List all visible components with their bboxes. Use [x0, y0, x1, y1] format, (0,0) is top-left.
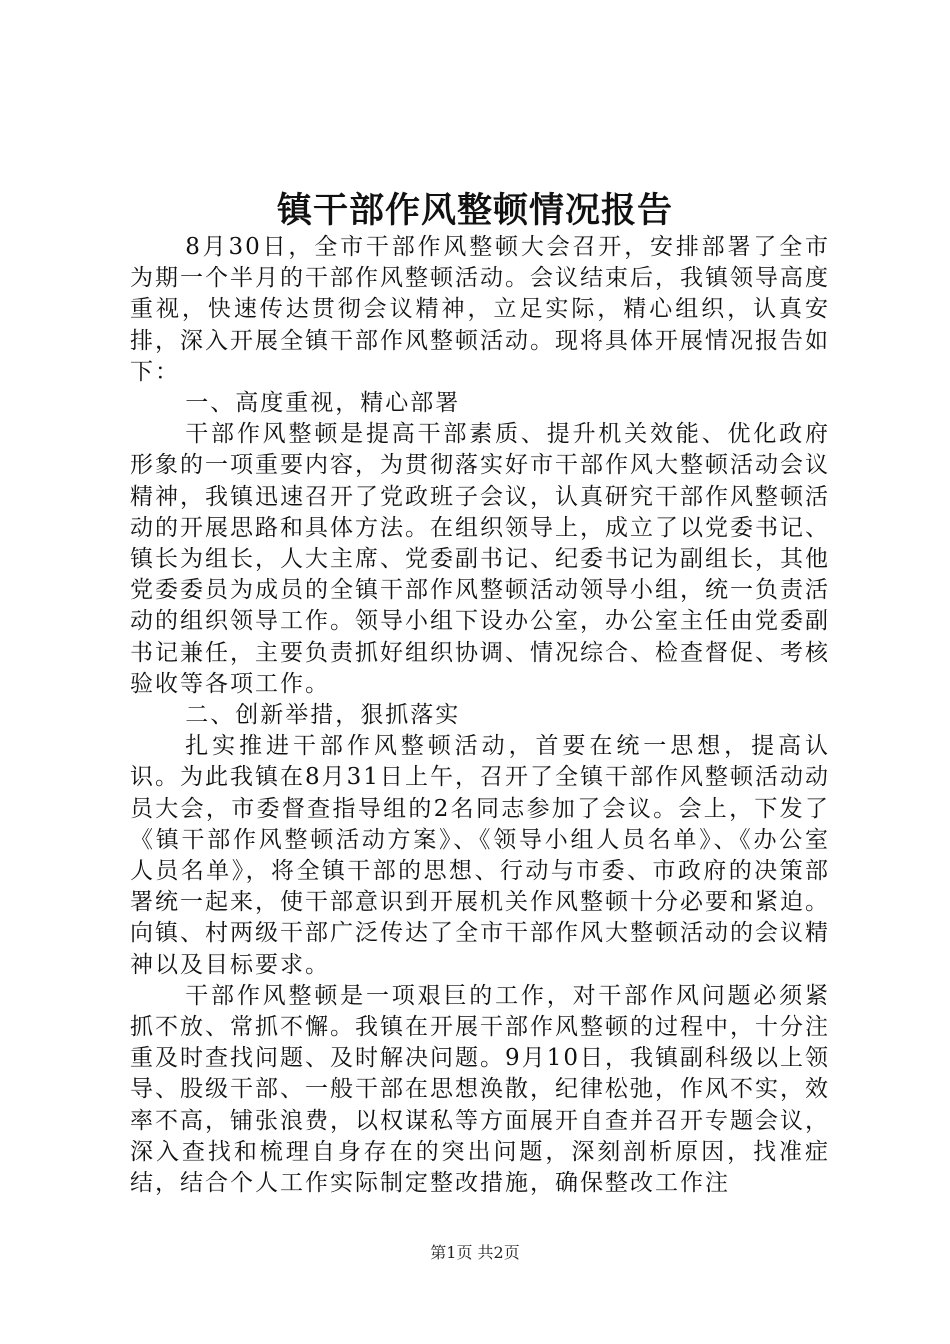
section-heading-2: 二、创新举措，狠抓落实: [185, 702, 461, 729]
paragraph-section-2a: 扎实推进干部作风整顿活动，首要在统一思想，提高认识。为此我镇在8月31日上午，召开了全镇干部作风整顿活动动员大会，市委督查指导组的2名同志参加了会议。会上，下发了《镇干部作风整顿活动方案》、《领导小组人员名单》、《办公室人员名单》，将全镇干部的思想、行动与市委、市政府的决策部署统一起来，使干部意识到开展机关作风整顿十分必要和紧迫。向镇、村两级干部广泛传达了全市干部作风大整顿活动的会议精神以及目标要求。: [130, 733, 830, 978]
paragraph-intro: 8月30日，全市干部作风整顿大会召开，安排部署了全市为期一个半月的干部作风整顿活动。会议结束后，我镇领导高度重视，快速传达贯彻会议精神，立足实际，精心组织，认真安排，深入开展全镇干部作风整顿活动。现将具体开展情况报告如下：: [130, 234, 830, 385]
section-heading-1: 一、高度重视，精心部署: [185, 390, 461, 417]
paragraph-section-2b: 干部作风整顿是一项艰巨的工作，对干部作风问题必须紧抓不放、常抓不懈。我镇在开展干部作风整顿的过程中，十分注重及时查找问题、及时解决问题。9月10日，我镇副科级以上领导、股级干部、一般干部在思想涣散，纪律松弛，作风不实，效率不高，铺张浪费，以权谋私等方面展开自查并召开专题会议，深入查找和梳理自身存在的突出问题，深刻剖析原因，找准症结，结合个人工作实际制定整改措施，确保整改工作注: [130, 982, 830, 1197]
document-body: [130, 232, 830, 1199]
page-footer: 第1页 共2页: [430, 1243, 520, 1262]
document-title: 镇干部作风整顿情况报告: [276, 190, 673, 231]
paragraph-section-1: 干部作风整顿是提高干部素质、提升机关效能、优化政府形象的一项重要内容，为贯彻落实好市干部作风大整顿活动会议精神，我镇迅速召开了党政班子会议，认真研究干部作风整顿活动的开展思路和具体方法。在组织领导上，成立了以党委书记、镇长为组长，人大主席、党委副书记、纪委书记为副组长，其他党委委员为成员的全镇干部作风整顿活动领导小组，统一负责活动的组织领导工作。领导小组下设办公室，办公室主任由党委副书记兼任，主要负责抓好组织协调、情况综合、检查督促、考核验收等各项工作。: [130, 421, 830, 697]
